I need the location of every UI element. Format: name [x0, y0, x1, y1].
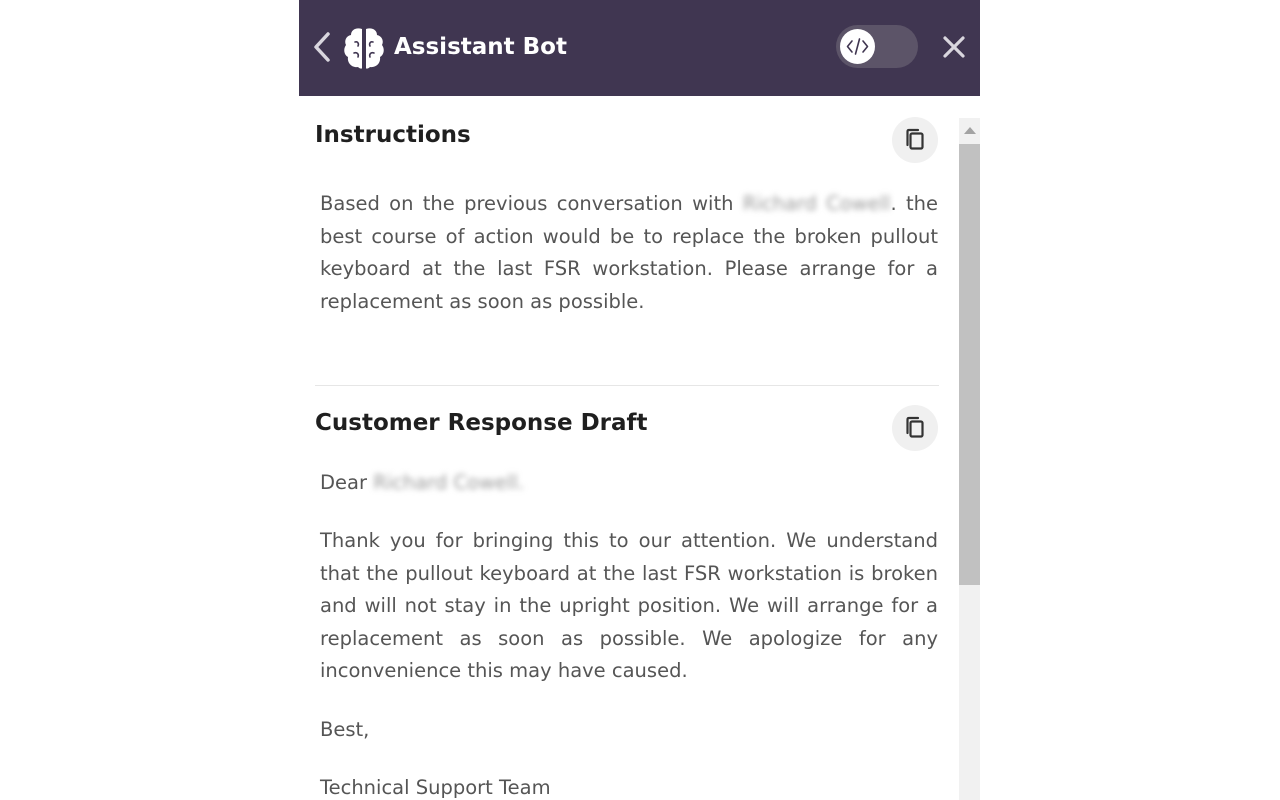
scrollbar[interactable] — [959, 118, 980, 800]
toggle-knob — [840, 29, 875, 64]
close-button[interactable] — [940, 33, 968, 61]
panel-content — [315, 96, 939, 800]
section-divider — [315, 385, 939, 386]
draft-greeting — [320, 467, 524, 499]
draft-heading: Customer Response Draft — [315, 410, 648, 436]
header-title: Assistant Bot — [394, 34, 567, 60]
close-icon — [940, 33, 968, 61]
chevron-left-icon — [311, 30, 333, 64]
instructions-text-start: Based on the previous conversation with — [320, 192, 743, 215]
draft-customer-name-redacted: Richard Cowell. — [373, 471, 524, 494]
instructions-text-end: . the best course of action would be to replace the broken pullout keyboard at the last FSR workstation. Please arrange for a replacement as soon as possible. — [320, 192, 938, 313]
assistant-panel — [299, 0, 980, 800]
copy-icon — [905, 416, 925, 440]
draft-closing: Best, — [320, 718, 370, 741]
back-button[interactable] — [311, 30, 333, 64]
draft-body: Thank you for bringing this to our attention. We understand that the pullout keyboard at the last FSR workstation is broken and will not stay in the upright position. We will arrange for a replacement as soon as possible. We apologize for any inconvenience this may have caused. — [320, 529, 938, 683]
draft-signature: Technical Support Team — [320, 776, 551, 799]
copy-instructions-button[interactable] — [892, 117, 938, 163]
instructions-heading: Instructions — [315, 122, 471, 148]
scroll-up-button[interactable] — [959, 118, 980, 144]
panel-header — [299, 0, 980, 96]
brain-icon — [343, 26, 385, 70]
greeting-prefix: Dear — [320, 471, 367, 494]
code-icon — [846, 37, 869, 56]
customer-name-redacted: Richard Cowell — [742, 192, 891, 215]
code-view-toggle[interactable] — [836, 25, 918, 68]
scroll-thumb[interactable] — [959, 144, 980, 585]
instructions-text — [320, 188, 938, 318]
copy-icon — [905, 128, 925, 152]
copy-draft-button[interactable] — [892, 405, 938, 451]
